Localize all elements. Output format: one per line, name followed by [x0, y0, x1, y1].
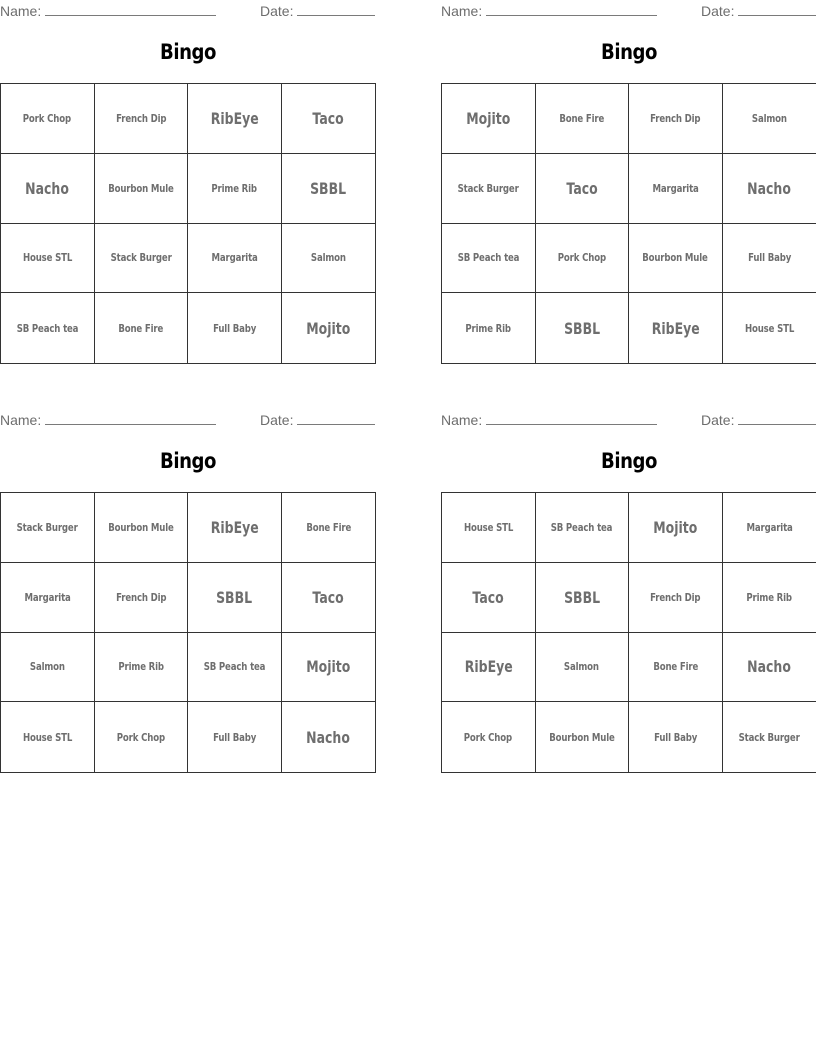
bingo-cell: Stack Burger	[738, 730, 800, 744]
bingo-cell: Salmon	[1, 633, 95, 703]
date-label: Date:	[701, 3, 735, 19]
bingo-cell: Prime Rib	[95, 633, 189, 703]
bingo-cell: Bourbon Mule	[536, 702, 630, 772]
bingo-cell: French Dip	[629, 84, 723, 154]
bingo-cell: SB Peach tea	[1, 293, 95, 363]
bingo-card-1	[0, 0, 376, 364]
card-header	[0, 0, 376, 22]
date-blank[interactable]	[738, 1, 816, 16]
bingo-cell: RibEye	[442, 633, 536, 703]
bingo-cell: Nacho	[306, 727, 351, 747]
bingo-grid	[0, 492, 376, 773]
date-field[interactable]	[701, 409, 816, 431]
bingo-cell: House STL	[442, 493, 536, 563]
bingo-cell: Full Baby	[629, 702, 723, 772]
card-header	[441, 0, 816, 22]
bingo-cell: Bourbon Mule	[95, 154, 189, 224]
name-label: Name:	[0, 3, 42, 19]
bingo-grid	[441, 83, 816, 364]
bingo-grid	[0, 83, 376, 364]
date-field[interactable]	[701, 0, 816, 22]
bingo-cell: Prime Rib	[442, 293, 536, 363]
name-blank[interactable]	[486, 410, 657, 425]
bingo-cell: SBBL	[188, 563, 282, 633]
bingo-cell: Bone Fire	[95, 293, 189, 363]
bingo-cell: Mojito	[306, 318, 351, 338]
name-blank[interactable]	[45, 410, 216, 425]
bingo-cell: French Dip	[95, 84, 189, 154]
bingo-cell: Nacho	[723, 154, 816, 224]
bingo-cell: SB Peach tea	[442, 224, 536, 294]
bingo-cell: Stack Burger	[95, 224, 189, 294]
date-label: Date:	[260, 3, 294, 19]
bingo-cell: Nacho	[723, 633, 816, 703]
bingo-cell: Stack Burger	[442, 154, 536, 224]
bingo-card-4	[441, 409, 816, 773]
bingo-cell: Bone Fire	[536, 84, 630, 154]
date-field[interactable]	[260, 0, 375, 22]
bingo-cell: Pork Chop	[95, 702, 189, 772]
bingo-cell: House STL	[1, 224, 95, 294]
card-header	[0, 409, 376, 431]
bingo-cell: Pork Chop	[442, 702, 536, 772]
card-title: Bingo	[600, 449, 658, 473]
bingo-cell: Taco	[282, 84, 376, 154]
bingo-cell: Bourbon Mule	[629, 224, 723, 294]
bingo-cell: Full Baby	[188, 293, 282, 363]
bingo-cell: Bone Fire	[282, 493, 376, 563]
bingo-cell: Margarita	[723, 493, 816, 563]
bingo-cell: Margarita	[188, 224, 282, 294]
bingo-cell: SBBL	[282, 154, 376, 224]
bingo-cell: Full Baby	[188, 702, 282, 772]
bingo-cell: Margarita	[629, 154, 723, 224]
bingo-cell: Bourbon Mule	[95, 493, 189, 563]
bingo-card-3	[0, 409, 376, 773]
bingo-cell: Stack Burger	[1, 493, 95, 563]
date-blank[interactable]	[297, 1, 375, 16]
bingo-cell: French Dip	[629, 563, 723, 633]
bingo-cell: Prime Rib	[723, 563, 816, 633]
card-header	[441, 409, 816, 431]
name-blank[interactable]	[45, 1, 216, 16]
bingo-cell: RibEye	[188, 493, 282, 563]
bingo-cell: Nacho	[1, 154, 95, 224]
bingo-cell: French Dip	[95, 563, 189, 633]
bingo-cell: SBBL	[536, 293, 630, 363]
bingo-card-2	[441, 0, 816, 364]
name-field[interactable]	[441, 0, 657, 22]
date-label: Date:	[260, 412, 294, 428]
bingo-cell: Salmon	[536, 633, 630, 703]
bingo-cell: Pork Chop	[1, 84, 95, 154]
bingo-cell: Margarita	[1, 563, 95, 633]
date-field[interactable]	[260, 409, 375, 431]
bingo-cell: House STL	[1, 702, 95, 772]
date-label: Date:	[701, 412, 735, 428]
name-field[interactable]	[441, 409, 657, 431]
bingo-cell: Prime Rib	[188, 154, 282, 224]
bingo-cell: SBBL	[536, 563, 630, 633]
bingo-cell: Salmon	[723, 84, 816, 154]
bingo-cell: Mojito	[629, 493, 723, 563]
name-label: Name:	[0, 412, 42, 428]
bingo-cell: RibEye	[188, 84, 282, 154]
bingo-cell: House STL	[744, 321, 794, 335]
bingo-cell: SB Peach tea	[536, 493, 630, 563]
bingo-cell: Pork Chop	[536, 224, 630, 294]
bingo-cell: Taco	[536, 154, 630, 224]
date-blank[interactable]	[738, 410, 816, 425]
bingo-cell: SB Peach tea	[188, 633, 282, 703]
bingo-grid	[441, 492, 816, 773]
date-blank[interactable]	[297, 410, 375, 425]
bingo-cell: RibEye	[629, 293, 723, 363]
name-blank[interactable]	[486, 1, 657, 16]
bingo-cell: Salmon	[282, 224, 376, 294]
name-label: Name:	[441, 3, 483, 19]
bingo-cell: Taco	[282, 563, 376, 633]
bingo-cell: Mojito	[442, 84, 536, 154]
card-title: Bingo	[600, 40, 658, 64]
name-label: Name:	[441, 412, 483, 428]
card-title: Bingo	[159, 449, 217, 473]
bingo-cell: Full Baby	[723, 224, 816, 294]
name-field[interactable]	[0, 409, 216, 431]
card-title: Bingo	[159, 40, 217, 64]
bingo-cell: Mojito	[282, 633, 376, 703]
name-field[interactable]	[0, 0, 216, 22]
bingo-cell: Taco	[442, 563, 536, 633]
bingo-cell: Bone Fire	[629, 633, 723, 703]
